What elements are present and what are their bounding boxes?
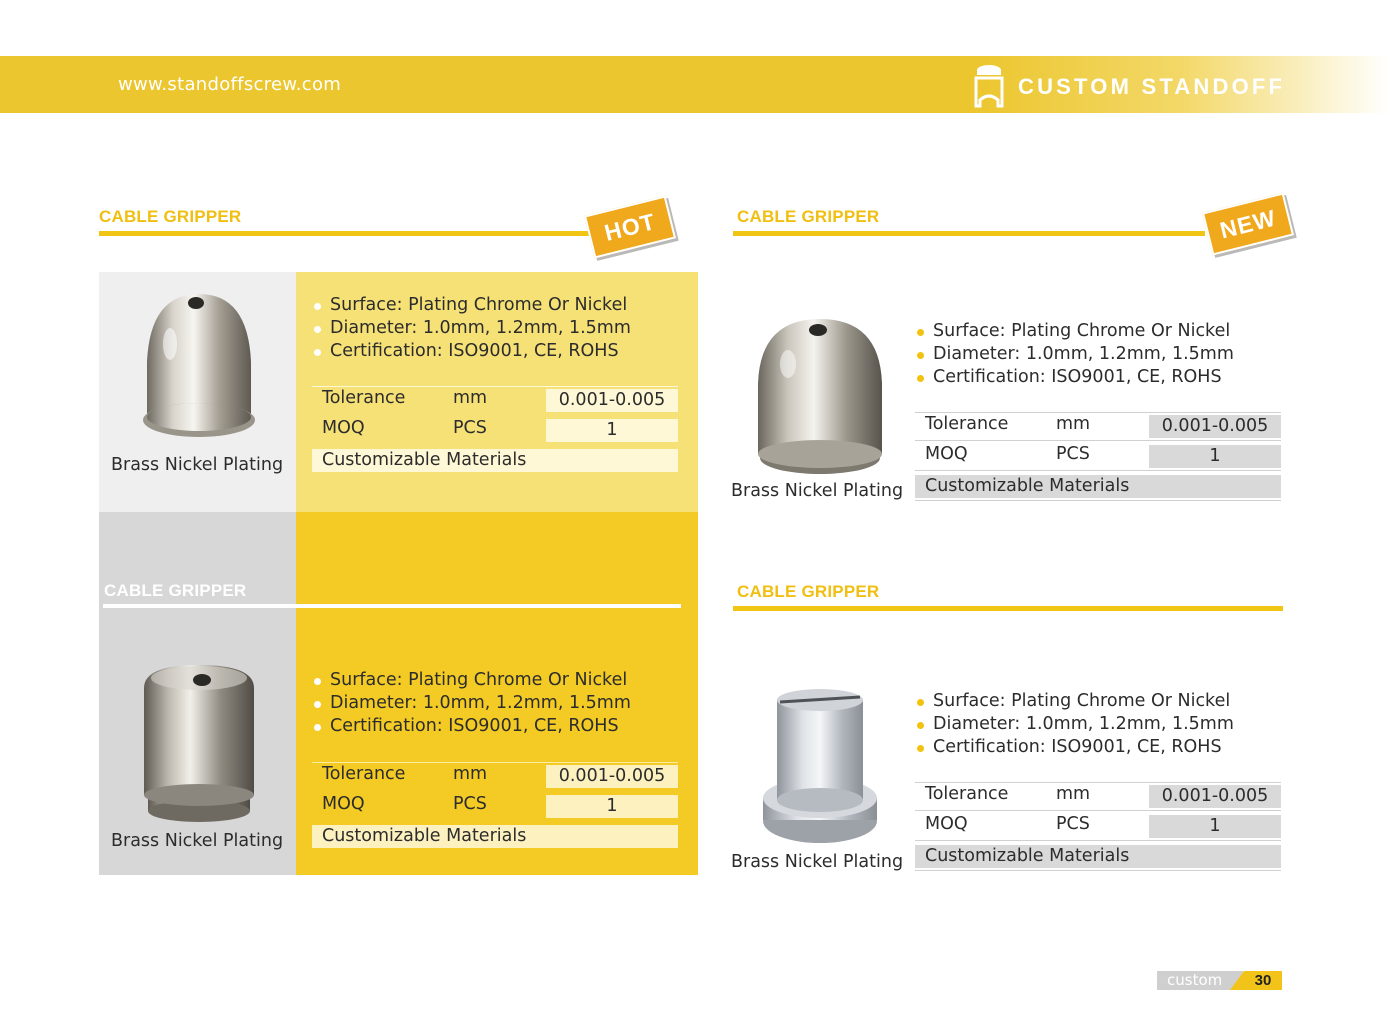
spec-row-tolerance: Tolerance mm 0.001-0.005 [915,412,1281,442]
product-1-spec-table [312,386,678,476]
product-2-title: CABLE GRIPPER [104,581,247,600]
spec-row-materials: Customizable Materials [915,472,1281,502]
product-1-features [313,294,631,363]
feature-item: Certification: ISO9001, CE, ROHS [313,340,631,363]
product-1-caption: Brass Nickel Plating [111,455,284,475]
footer-slash [1230,971,1244,990]
hot-badge: HOT [584,195,676,258]
spec-row-moq: MOQ PCS 1 [915,442,1281,472]
new-badge: NEW [1202,192,1294,255]
product-4-title-rule [733,606,1283,611]
product-4-features [916,690,1234,759]
cylinder-cap-product-image [140,660,258,826]
product-2-spec-table [312,762,678,852]
product-3-title-rule [733,231,1205,236]
spec-row-moq: MOQ PCS 1 [312,792,678,822]
product-3-spec-table [915,412,1281,502]
feature-item: Certification: ISO9001, CE, ROHS [313,715,631,738]
product-2-caption: Brass Nickel Plating [111,831,284,851]
page-number: 30 [1244,971,1282,990]
product-3-caption: Brass Nickel Plating [731,481,904,501]
product-3-title: CABLE GRIPPER [737,207,880,226]
product-4-title: CABLE GRIPPER [737,582,880,601]
feature-item: Surface: Plating Chrome Or Nickel [313,669,631,692]
footer-section-label: custom [1157,971,1243,990]
product-1-title: CABLE GRIPPER [99,207,242,226]
feature-item: Diameter: 1.0mm, 1.2mm, 1.5mm [916,343,1234,366]
bullet-cap-product-image [140,292,258,450]
site-url[interactable]: www.standoffscrew.com [118,74,342,95]
product-3-features [916,320,1234,389]
feature-item: Diameter: 1.0mm, 1.2mm, 1.5mm [313,692,631,715]
spec-row-materials: Customizable Materials [915,842,1281,872]
slotted-flange-product-image [760,686,880,848]
product-4-spec-table [915,782,1281,872]
product-2-features [313,669,631,738]
feature-item: Certification: ISO9001, CE, ROHS [916,736,1234,759]
brand-name: CUSTOM STANDOFF [1018,74,1286,99]
spec-row-tolerance: Tolerance mm 0.001-0.005 [915,782,1281,812]
dome-cap-product-image [754,316,886,478]
spec-row-tolerance: Tolerance mm 0.001-0.005 [312,386,678,416]
feature-item: Diameter: 1.0mm, 1.2mm, 1.5mm [916,713,1234,736]
feature-item: Surface: Plating Chrome Or Nickel [313,294,631,317]
spec-row-tolerance: Tolerance mm 0.001-0.005 [312,762,678,792]
product-2-title-rule [103,604,681,608]
feature-item: Certification: ISO9001, CE, ROHS [916,366,1234,389]
product-1-title-rule [99,231,594,236]
feature-item: Diameter: 1.0mm, 1.2mm, 1.5mm [313,317,631,340]
spec-row-moq: MOQ PCS 1 [312,416,678,446]
feature-item: Surface: Plating Chrome Or Nickel [916,690,1234,713]
product-4-caption: Brass Nickel Plating [731,852,904,872]
spec-row-materials: Customizable Materials [312,446,678,476]
standoff-logo-icon [972,64,1006,108]
feature-item: Surface: Plating Chrome Or Nickel [916,320,1234,343]
spec-row-materials: Customizable Materials [312,822,678,852]
spec-row-moq: MOQ PCS 1 [915,812,1281,842]
